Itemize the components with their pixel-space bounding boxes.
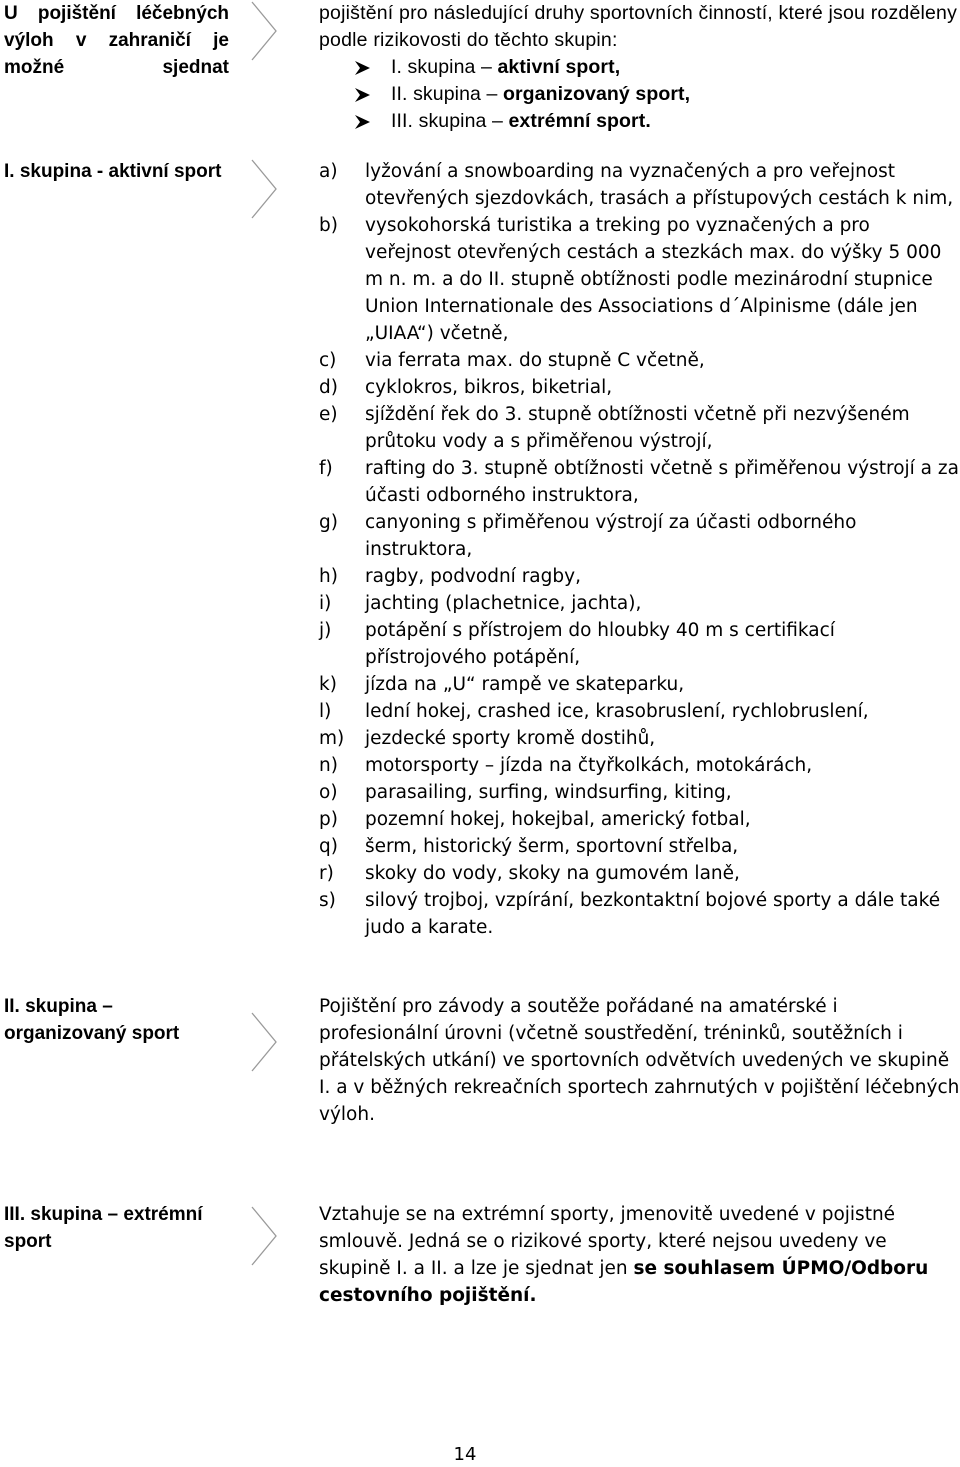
item-letter: a) [319, 161, 338, 182]
item-letter: b) [319, 215, 338, 236]
list-item [319, 698, 960, 725]
list-item [319, 833, 960, 860]
item-letter: l) [319, 701, 332, 722]
item-text: via ferrata max. do stupně C včetně, [365, 350, 705, 371]
item-text: rafting do 3. stupně obtížnosti včetně s přiměřenou výstrojí a za účasti odborného instruktora, [365, 458, 959, 506]
item-letter: s) [319, 890, 336, 911]
list-item [319, 455, 960, 509]
list-item [319, 779, 960, 806]
list-item [319, 374, 960, 401]
section-intro-text [319, 0, 960, 135]
bullet-bold: extrémní sport. [508, 110, 651, 132]
item-letter: n) [319, 755, 338, 776]
section-group-1-title: I. skupina - aktivní sport [4, 161, 222, 182]
item-text: cyklokros, bikros, biketrial, [365, 377, 613, 398]
item-text: šerm, historický šerm, sportovní střelba, [365, 836, 739, 857]
intro-paragraph: pojištění pro následující druhy sportovních činností, které jsou rozděleny podle rizikovosti do těchto skupin: [319, 2, 958, 51]
item-letter: e) [319, 404, 338, 425]
item-letter: h) [319, 566, 338, 587]
page-number: 14 [453, 1444, 477, 1465]
item-letter: g) [319, 512, 338, 533]
item-letter: r) [319, 863, 334, 884]
list-item [319, 509, 960, 563]
list-item [319, 725, 960, 752]
section-group-2-title: II. skupina – organizovaný sport [4, 996, 180, 1044]
item-letter: f) [319, 458, 333, 479]
group-bullet-3 [319, 108, 960, 135]
activity-list [319, 158, 960, 941]
item-text: parasailing, surfing, windsurfing, kiting, [365, 782, 732, 803]
item-letter: i) [319, 593, 332, 614]
item-letter: c) [319, 350, 337, 371]
item-text: lední hokej, crashed ice, krasobruslení, rychlobruslení, [365, 701, 869, 722]
item-text: pozemní hokej, hokejbal, americký fotbal, [365, 809, 751, 830]
list-item [319, 860, 960, 887]
bullet-bold: aktivní sport, [497, 56, 621, 78]
arrow-bullet-icon [355, 115, 370, 129]
item-text: jezdecké sporty kromě dostihů, [365, 728, 656, 749]
group-bullet-1 [319, 54, 960, 81]
item-letter: d) [319, 377, 338, 398]
bullet-prefix: II. skupina – [391, 83, 503, 105]
section-group-3-text [319, 1201, 960, 1309]
arrow-bullet-icon [355, 88, 370, 102]
item-text: canyoning s přiměřenou výstrojí za účasti odborného instruktora, [365, 512, 857, 560]
item-letter: o) [319, 782, 338, 803]
item-text: jízda na „U“ rampě ve skateparku, [365, 674, 685, 695]
item-text: silový trojboj, vzpírání, bezkontaktní bojové sporty a dále také judo a karate. [365, 890, 941, 938]
chevron-right-icon [250, 158, 278, 220]
item-letter: k) [319, 674, 337, 695]
item-letter: p) [319, 809, 338, 830]
list-item [319, 617, 960, 671]
bullet-prefix: III. skupina – [391, 110, 509, 132]
item-text: motorsporty – jízda na čtyřkolkách, motokárách, [365, 755, 813, 776]
chevron-right-icon [250, 1205, 278, 1267]
item-letter: j) [319, 620, 332, 641]
item-text: ragby, podvodní ragby, [365, 566, 581, 587]
item-text: potápění s přístrojem do hloubky 40 m s certifikací přístrojového potápění, [365, 620, 835, 668]
arrow-bullet-icon [355, 61, 370, 75]
list-item [319, 752, 960, 779]
list-item [319, 671, 960, 698]
list-item [319, 563, 960, 590]
item-text: sjíždění řek do 3. stupně obtížnosti včetně při nezvýšeném průtoku vody a s přiměřenou výstrojí, [365, 404, 910, 452]
item-text: vysokohorská turistika a treking po vyznačených a pro veřejnost otevřených cestách a stezkách max. do výšky 5 000 m n. m. a do II. stupně obtížnosti podle mezinárodní stupnice Union Internationale des Associations d´Alpinisme (dále jen „UIAA“) včetně, [365, 215, 942, 344]
section-group-3-text-normal: Vztahuje se na extrémní sporty, jmenovitě uvedené v pojistné smlouvě. Jedná se o rizikové sporty, které nejsou uvedeny ve skupině I. a II. a lze je sjednat jen [319, 1204, 896, 1279]
section-intro-title: U pojištění léčebných výloh v zahraničí je možné sjednat [4, 3, 229, 78]
section-group-3-text-bold: se souhlasem ÚPMO/Odboru cestovního pojištění. [319, 1258, 929, 1306]
group-bullet-2 [319, 81, 960, 108]
chevron-right-icon [250, 1011, 278, 1073]
list-item [319, 347, 960, 374]
list-item [319, 158, 960, 212]
bullet-prefix: I. skupina – [391, 56, 498, 78]
item-letter: m) [319, 728, 345, 749]
list-item [319, 212, 960, 347]
list-item [319, 887, 960, 941]
item-text: lyžování a snowboarding na vyznačených a pro veřejnost otevřených sjezdovkách, trasách a přístupových cestách k nim, [365, 161, 954, 209]
chevron-right-icon [250, 0, 278, 62]
item-text: jachting (plachetnice, jachta), [365, 593, 642, 614]
section-group-2-text: Pojištění pro závody a soutěže pořádané na amatérské i profesionální úrovni (včetně soustředění, tréninků, soutěžních i přátelských utkání) ve sportovních odvětvích uvedených ve skupině I. a v běžných rekreačních sportech zahrnutých v pojištění léčebných výloh. [319, 996, 960, 1125]
list-item [319, 401, 960, 455]
item-letter: q) [319, 836, 338, 857]
section-group-3-title: III. skupina – extrémní sport [4, 1204, 203, 1252]
item-text: skoky do vody, skoky na gumovém laně, [365, 863, 740, 884]
list-item [319, 806, 960, 833]
bullet-bold: organizovaný sport, [502, 83, 691, 105]
list-item [319, 590, 960, 617]
